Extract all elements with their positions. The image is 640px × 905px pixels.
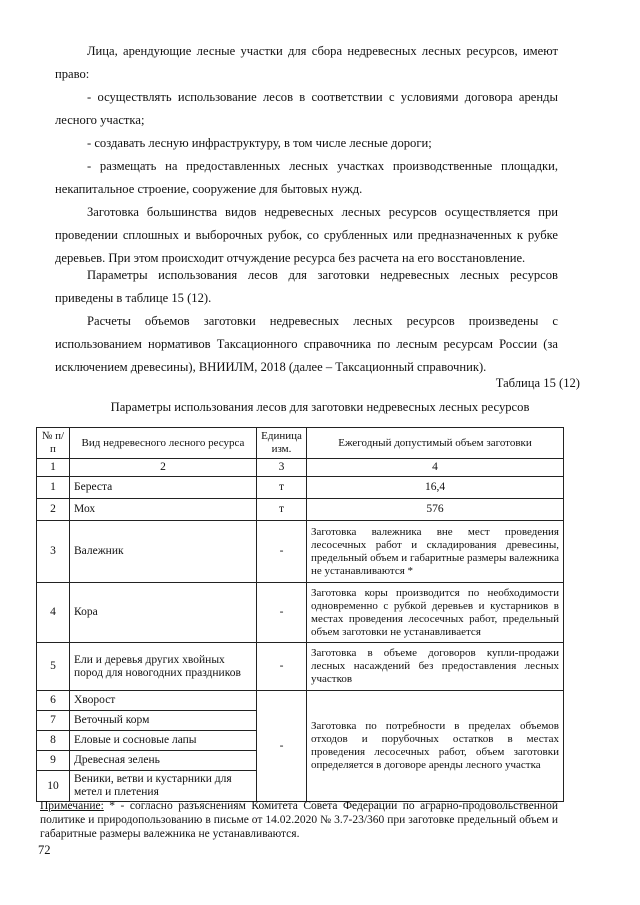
row-type: Хворост: [70, 691, 257, 711]
footnote-label: Примечание:: [40, 800, 104, 812]
table-row: [37, 499, 564, 521]
table-title: Параметры использования лесов для заготовки недревесных лесных ресурсов: [110, 400, 530, 414]
table-row: [37, 477, 564, 499]
row-type: Ели и деревья других хвойных пород для новогодних праздников: [70, 643, 257, 691]
row-num: 8: [37, 731, 70, 751]
header-num: № п/п: [37, 428, 70, 459]
paragraph-right-infrastructure: - создавать лесную инфраструктуру, в том числе лесные дороги;: [87, 136, 432, 150]
paragraph-harvesting: Заготовка большинства видов недревесных лесных ресурсов осуществляется при проведении сплошных и выборочных рубок, со срубленных или предназначенных к рубке деревьев. При этом происходит отчуждение ресурса без расчета на его восстановление.: [55, 205, 558, 265]
row-volume: 576: [307, 499, 564, 521]
table-row: [37, 583, 564, 643]
header-volume: Ежегодный допустимый объем заготовки: [307, 428, 564, 459]
paragraph-right-use: - осуществлять использование лесов в соответствии с условиями договора аренды лесного участка;: [55, 90, 558, 127]
row-unit: т: [257, 499, 307, 521]
paragraph-calculations: Расчеты объемов заготовки недревесных лесных ресурсов произведены с использованием нормативов Таксационного справочника по лесным ресурсам России (за исключением древесины), ВНИИЛМ, 2018 (далее – Таксационный справочник).: [55, 314, 558, 374]
table-row: [37, 643, 564, 691]
row-type: Валежник: [70, 521, 257, 583]
parameters-table: [36, 427, 564, 802]
row-type: Веточный корм: [70, 711, 257, 731]
table-header-row: [37, 428, 564, 459]
table-number: Таблица 15 (12): [495, 376, 580, 390]
row-volume: 16,4: [307, 477, 564, 499]
header-type: Вид недревесного лесного ресурса: [70, 428, 257, 459]
row-volume: Заготовка коры производится по необходимости одновременно с рубкой деревьев и кустарников в местах проведения лесосечных работ, предельный объем заготовки не устанавливается: [307, 583, 564, 643]
row-num: 2: [37, 499, 70, 521]
row-num: 7: [37, 711, 70, 731]
row-type: Еловые и сосновые лапы: [70, 731, 257, 751]
col-number: 2: [70, 459, 257, 477]
row-num: 10: [37, 771, 70, 802]
col-number: 4: [307, 459, 564, 477]
paragraph-right-placement: - размещать на предоставленных лесных участках производственные площадки, некапитальное строение, сооружение для бытовых нужд.: [55, 159, 558, 196]
row-type: Древесная зелень: [70, 751, 257, 771]
row-type: Мох: [70, 499, 257, 521]
row-num: 4: [37, 583, 70, 643]
row-type: Кора: [70, 583, 257, 643]
row-num: 1: [37, 477, 70, 499]
row-num: 9: [37, 751, 70, 771]
row-unit: т: [257, 477, 307, 499]
row-unit: -: [257, 583, 307, 643]
column-number-row: [37, 459, 564, 477]
row-unit: -: [257, 643, 307, 691]
row-type: Береста: [70, 477, 257, 499]
footnote-text: * - согласно разъяснениям Комитета Совета Федерации по аграрно-продовольственной политике и природопользованию в письме от 14.02.2020 № 3.7-23/360 при заготовке предельный объем и габаритные размеры валежника не устанавливаются.: [40, 800, 558, 840]
row-num: 6: [37, 691, 70, 711]
row-volume: Заготовка в объеме договоров купли-продажи лесных насаждений без предоставления лесных участков: [307, 643, 564, 691]
group-unit: -: [257, 691, 307, 802]
col-number: 3: [257, 459, 307, 477]
col-number: 1: [37, 459, 70, 477]
header-unit: Единица изм.: [257, 428, 307, 459]
row-type: Веники, ветви и кустарники для метел и плетения: [70, 771, 257, 802]
row-unit: -: [257, 521, 307, 583]
table-row: [37, 521, 564, 583]
paragraph-parameters: Параметры использования лесов для заготовки недревесных лесных ресурсов приведены в таблице 15 (12).: [55, 268, 558, 305]
page-number: 72: [38, 843, 51, 857]
paragraph-rights: Лица, арендующие лесные участки для сбора недревесных лесных ресурсов, имеют право:: [55, 44, 558, 81]
row-num: 3: [37, 521, 70, 583]
row-volume: Заготовка валежника вне мест проведения лесосечных работ и складирования древесины, предельный объем и габаритные размеры валежника не устанавливаются *: [307, 521, 564, 583]
footnote: [40, 799, 558, 841]
row-num: 5: [37, 643, 70, 691]
table-row: [37, 691, 564, 711]
group-volume: Заготовка по потребности в пределах объемов отходов и порубочных остатков в местах проведения лесосечных работ, объем заготовки определяется в договоре аренды лесного участка: [307, 691, 564, 802]
